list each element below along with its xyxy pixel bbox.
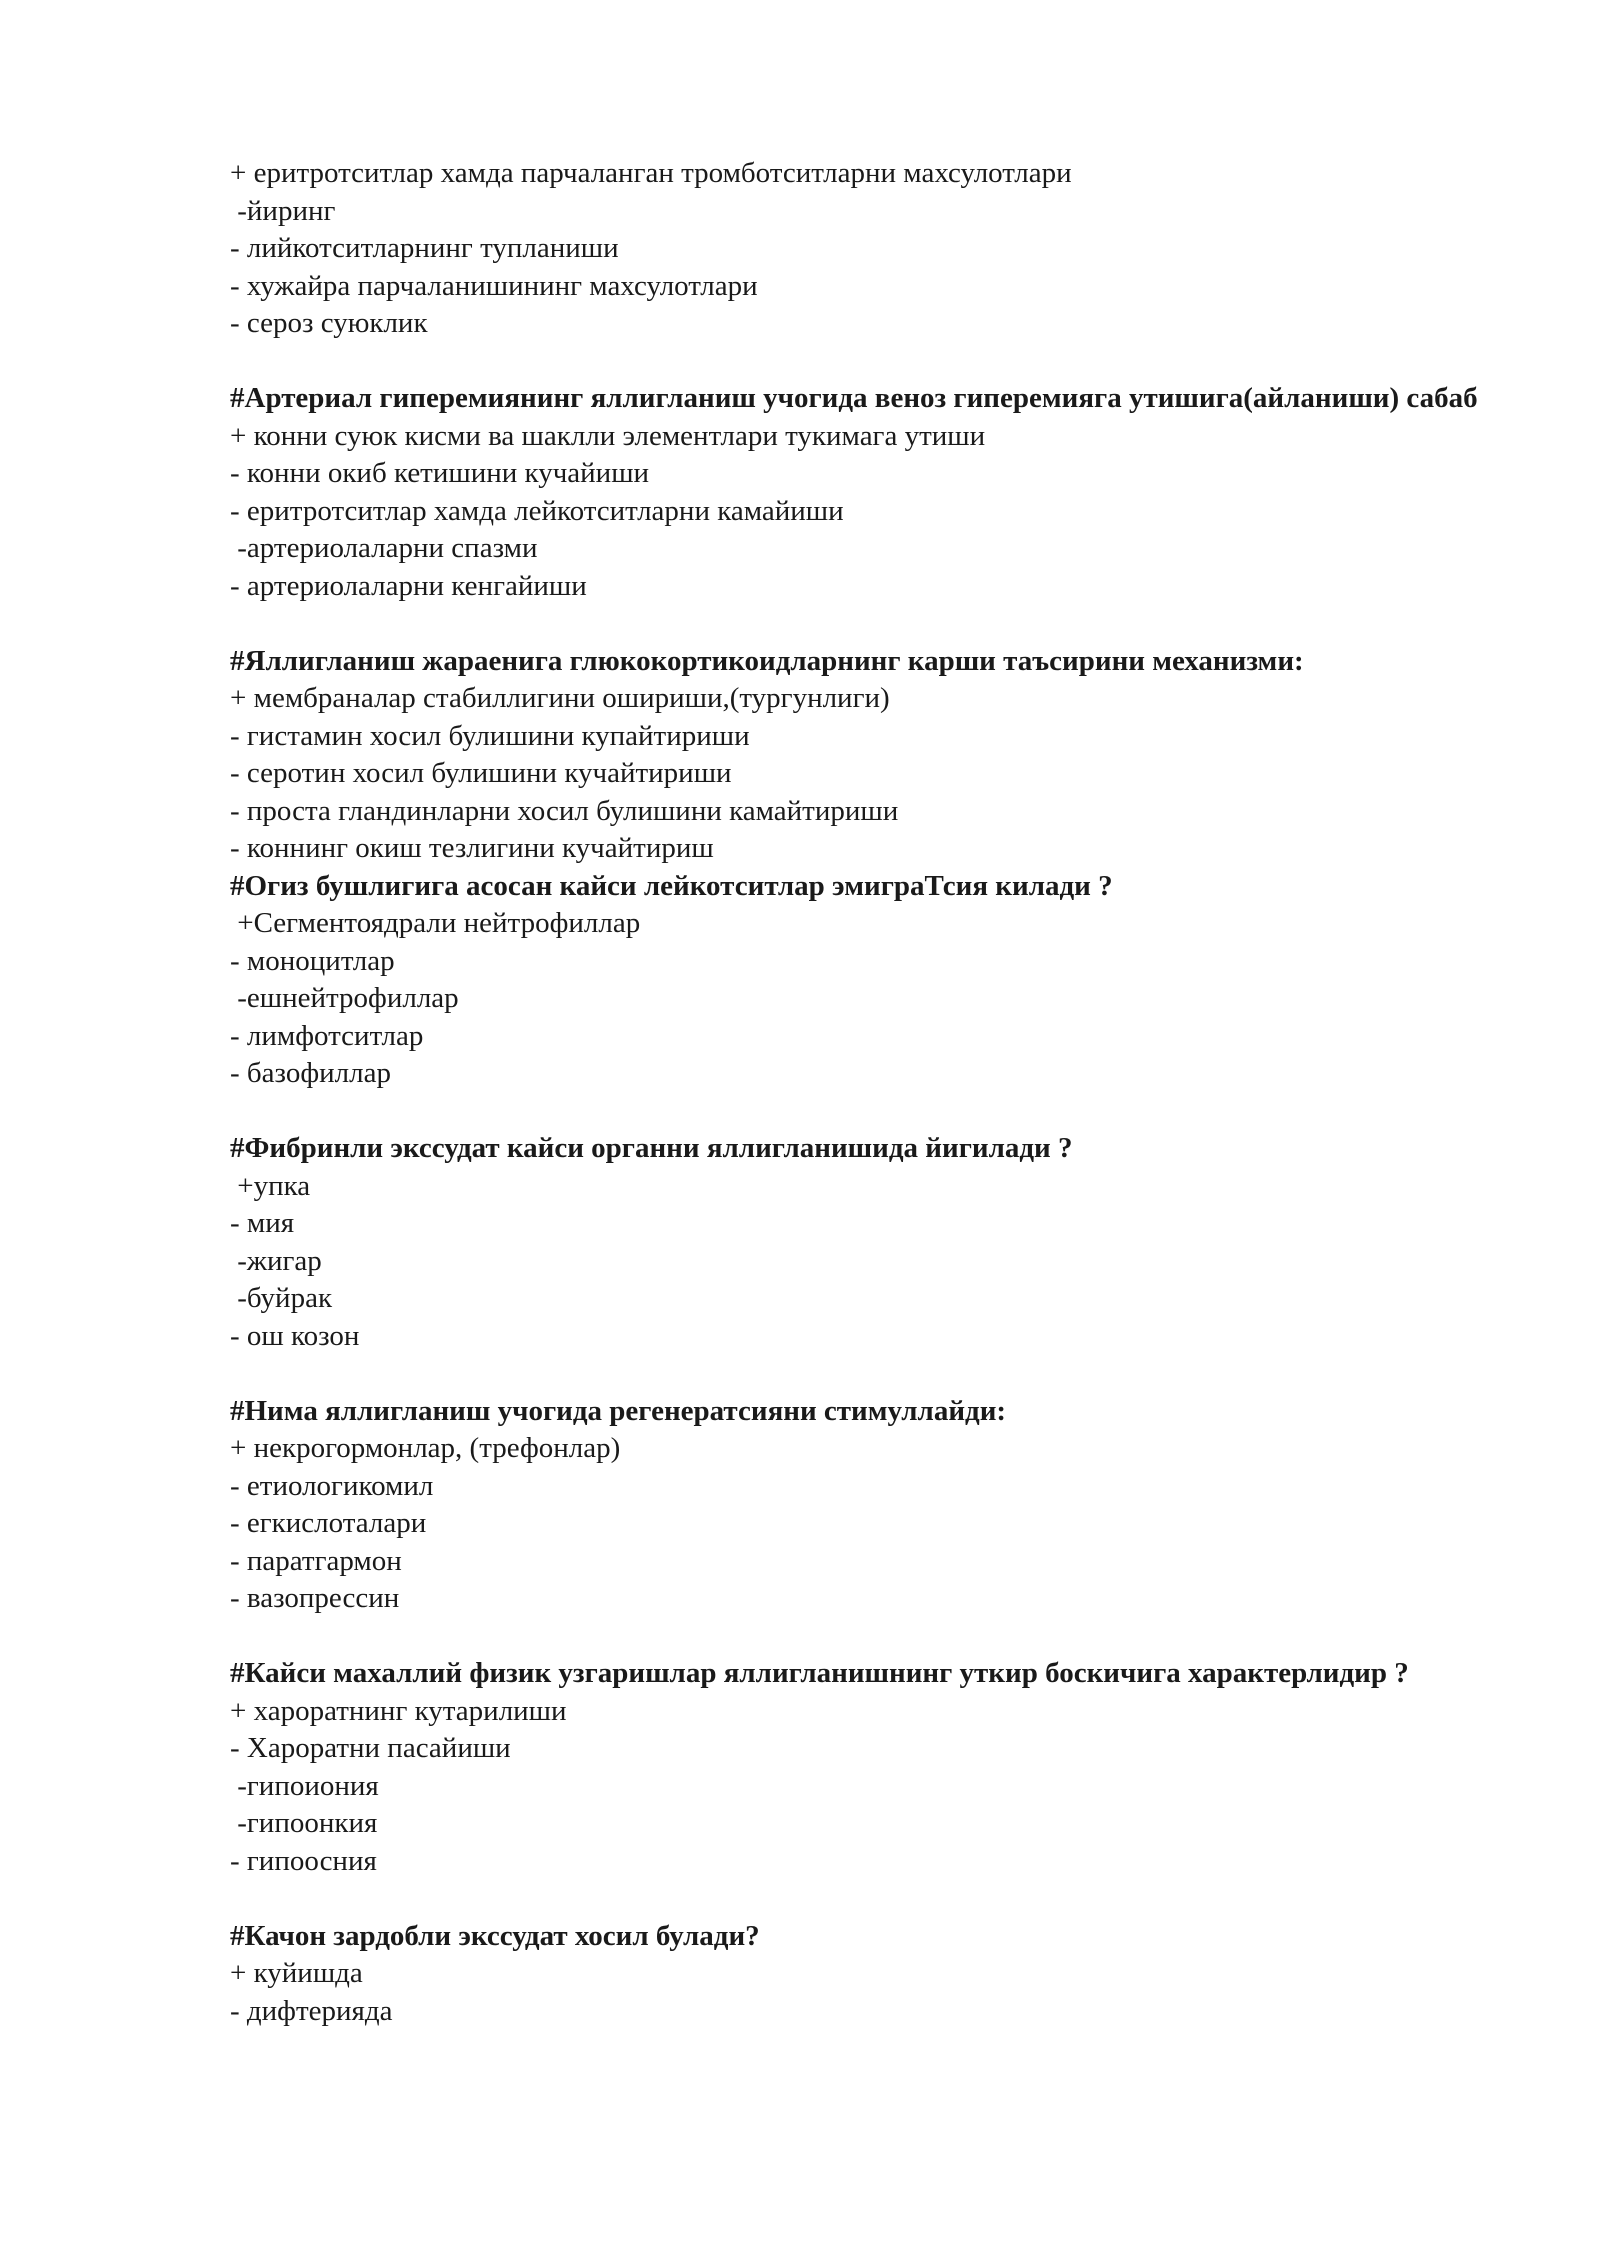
answer-option: - етиологикомил bbox=[230, 1469, 434, 1502]
answer-option: + конни суюк кисми ва шаклли элементлари тукимага утиши bbox=[230, 419, 986, 452]
question-text: #Качон зардобли экссудат хосил булади? bbox=[230, 1919, 760, 1952]
spacer bbox=[230, 1355, 1490, 1393]
answer-option: + еритротситлар хамда парчаланган тромботситларни махсулотлари bbox=[230, 157, 1072, 189]
answer-option: -ешнейтрофиллар bbox=[230, 982, 459, 1014]
answer-option: -гипоиония bbox=[230, 1769, 379, 1802]
answer-option: - коннинг окиш тезлигини кучайтириш bbox=[230, 832, 714, 864]
question-block bbox=[230, 868, 1490, 1093]
question-text: #Фибринли экссудат кайси органни яллигланишида йигилади ? bbox=[230, 1132, 1073, 1164]
answer-option: -гипоонкия bbox=[230, 1807, 378, 1839]
answer-option: - проста гландинларни хосил булишини камайтириши bbox=[230, 794, 899, 827]
spacer bbox=[230, 605, 1490, 643]
answer-option: - моноцитлар bbox=[230, 944, 395, 977]
answer-option: -артериолаларни спазми bbox=[230, 532, 538, 564]
question-text: #Кайси махаллий физик узгаришлар яллигланишнинг уткир боскичига характерлидир ? bbox=[230, 1657, 1409, 1689]
answer-option: - Хароратни пасайиши bbox=[230, 1732, 511, 1764]
answer-option: +упка bbox=[230, 1169, 311, 1202]
question-block bbox=[230, 1130, 1490, 1355]
answer-option: - серотин хосил булишини кучайтириши bbox=[230, 757, 732, 789]
question-text: #Огиз бушлигига асосан кайси лейкотситлар эмиграТсия килади ? bbox=[230, 869, 1113, 902]
question-text: #Артериал гиперемиянинг яллигланиш учогида веноз гиперемияга утишига(айланиши) сабаб bbox=[230, 382, 1478, 414]
question-text: #Яллигланиш жараенига глюкокортикоидларнинг карши таъсирини механизми: bbox=[230, 644, 1304, 677]
spacer bbox=[230, 1618, 1490, 1656]
answer-option: + некрогормонлар, (трефонлар) bbox=[230, 1432, 621, 1464]
answer-option: - егкислоталари bbox=[230, 1507, 427, 1539]
answer-option: - вазопрессин bbox=[230, 1582, 400, 1614]
answer-option: -йиринг bbox=[230, 194, 336, 227]
answer-option: - дифтерияда bbox=[230, 1994, 393, 2027]
document-page bbox=[230, 155, 1490, 2030]
question-block bbox=[230, 1655, 1490, 1880]
answer-block bbox=[230, 155, 1490, 343]
answer-option: - паратгармон bbox=[230, 1544, 402, 1577]
answer-option: - лимфотситлар bbox=[230, 1019, 424, 1052]
question-block bbox=[230, 380, 1490, 605]
spacer bbox=[230, 1093, 1490, 1131]
answer-option: +Сегментоядрали нейтрофиллар bbox=[230, 907, 641, 939]
answer-option: + мембраналар стабиллигини ошириши,(тургунлиги) bbox=[230, 682, 890, 714]
answer-option: + куйишда bbox=[230, 1957, 363, 1989]
answer-option: - лийкотситларнинг тупланиши bbox=[230, 232, 619, 264]
answer-option: - гистамин хосил булишини купайтириши bbox=[230, 719, 750, 752]
spacer bbox=[230, 343, 1490, 381]
answer-option: - сероз суюклик bbox=[230, 307, 428, 339]
answer-option: + хароратнинг кутарилиши bbox=[230, 1694, 567, 1727]
answer-option: - гипоосния bbox=[230, 1844, 377, 1877]
question-block bbox=[230, 1918, 1490, 2031]
spacer bbox=[230, 1880, 1490, 1918]
answer-option: - базофиллар bbox=[230, 1057, 391, 1089]
question-block bbox=[230, 1393, 1490, 1618]
question-text: #Нима яллигланиш учогида регенератсияни стимуллайди: bbox=[230, 1394, 1007, 1427]
question-block bbox=[230, 643, 1490, 868]
answer-option: -буйрак bbox=[230, 1282, 333, 1314]
answer-option: - хужайра парчаланишининг махсулотлари bbox=[230, 269, 758, 302]
answer-option: - еритротситлар хамда лейкотситларни камайиши bbox=[230, 494, 844, 527]
answer-option: - мия bbox=[230, 1207, 295, 1239]
answer-option: - ош козон bbox=[230, 1319, 360, 1352]
answer-option: -жигар bbox=[230, 1244, 322, 1277]
answer-option: - артериолаларни кенгайиши bbox=[230, 569, 587, 602]
answer-option: - конни окиб кетишини кучайиши bbox=[230, 457, 650, 489]
